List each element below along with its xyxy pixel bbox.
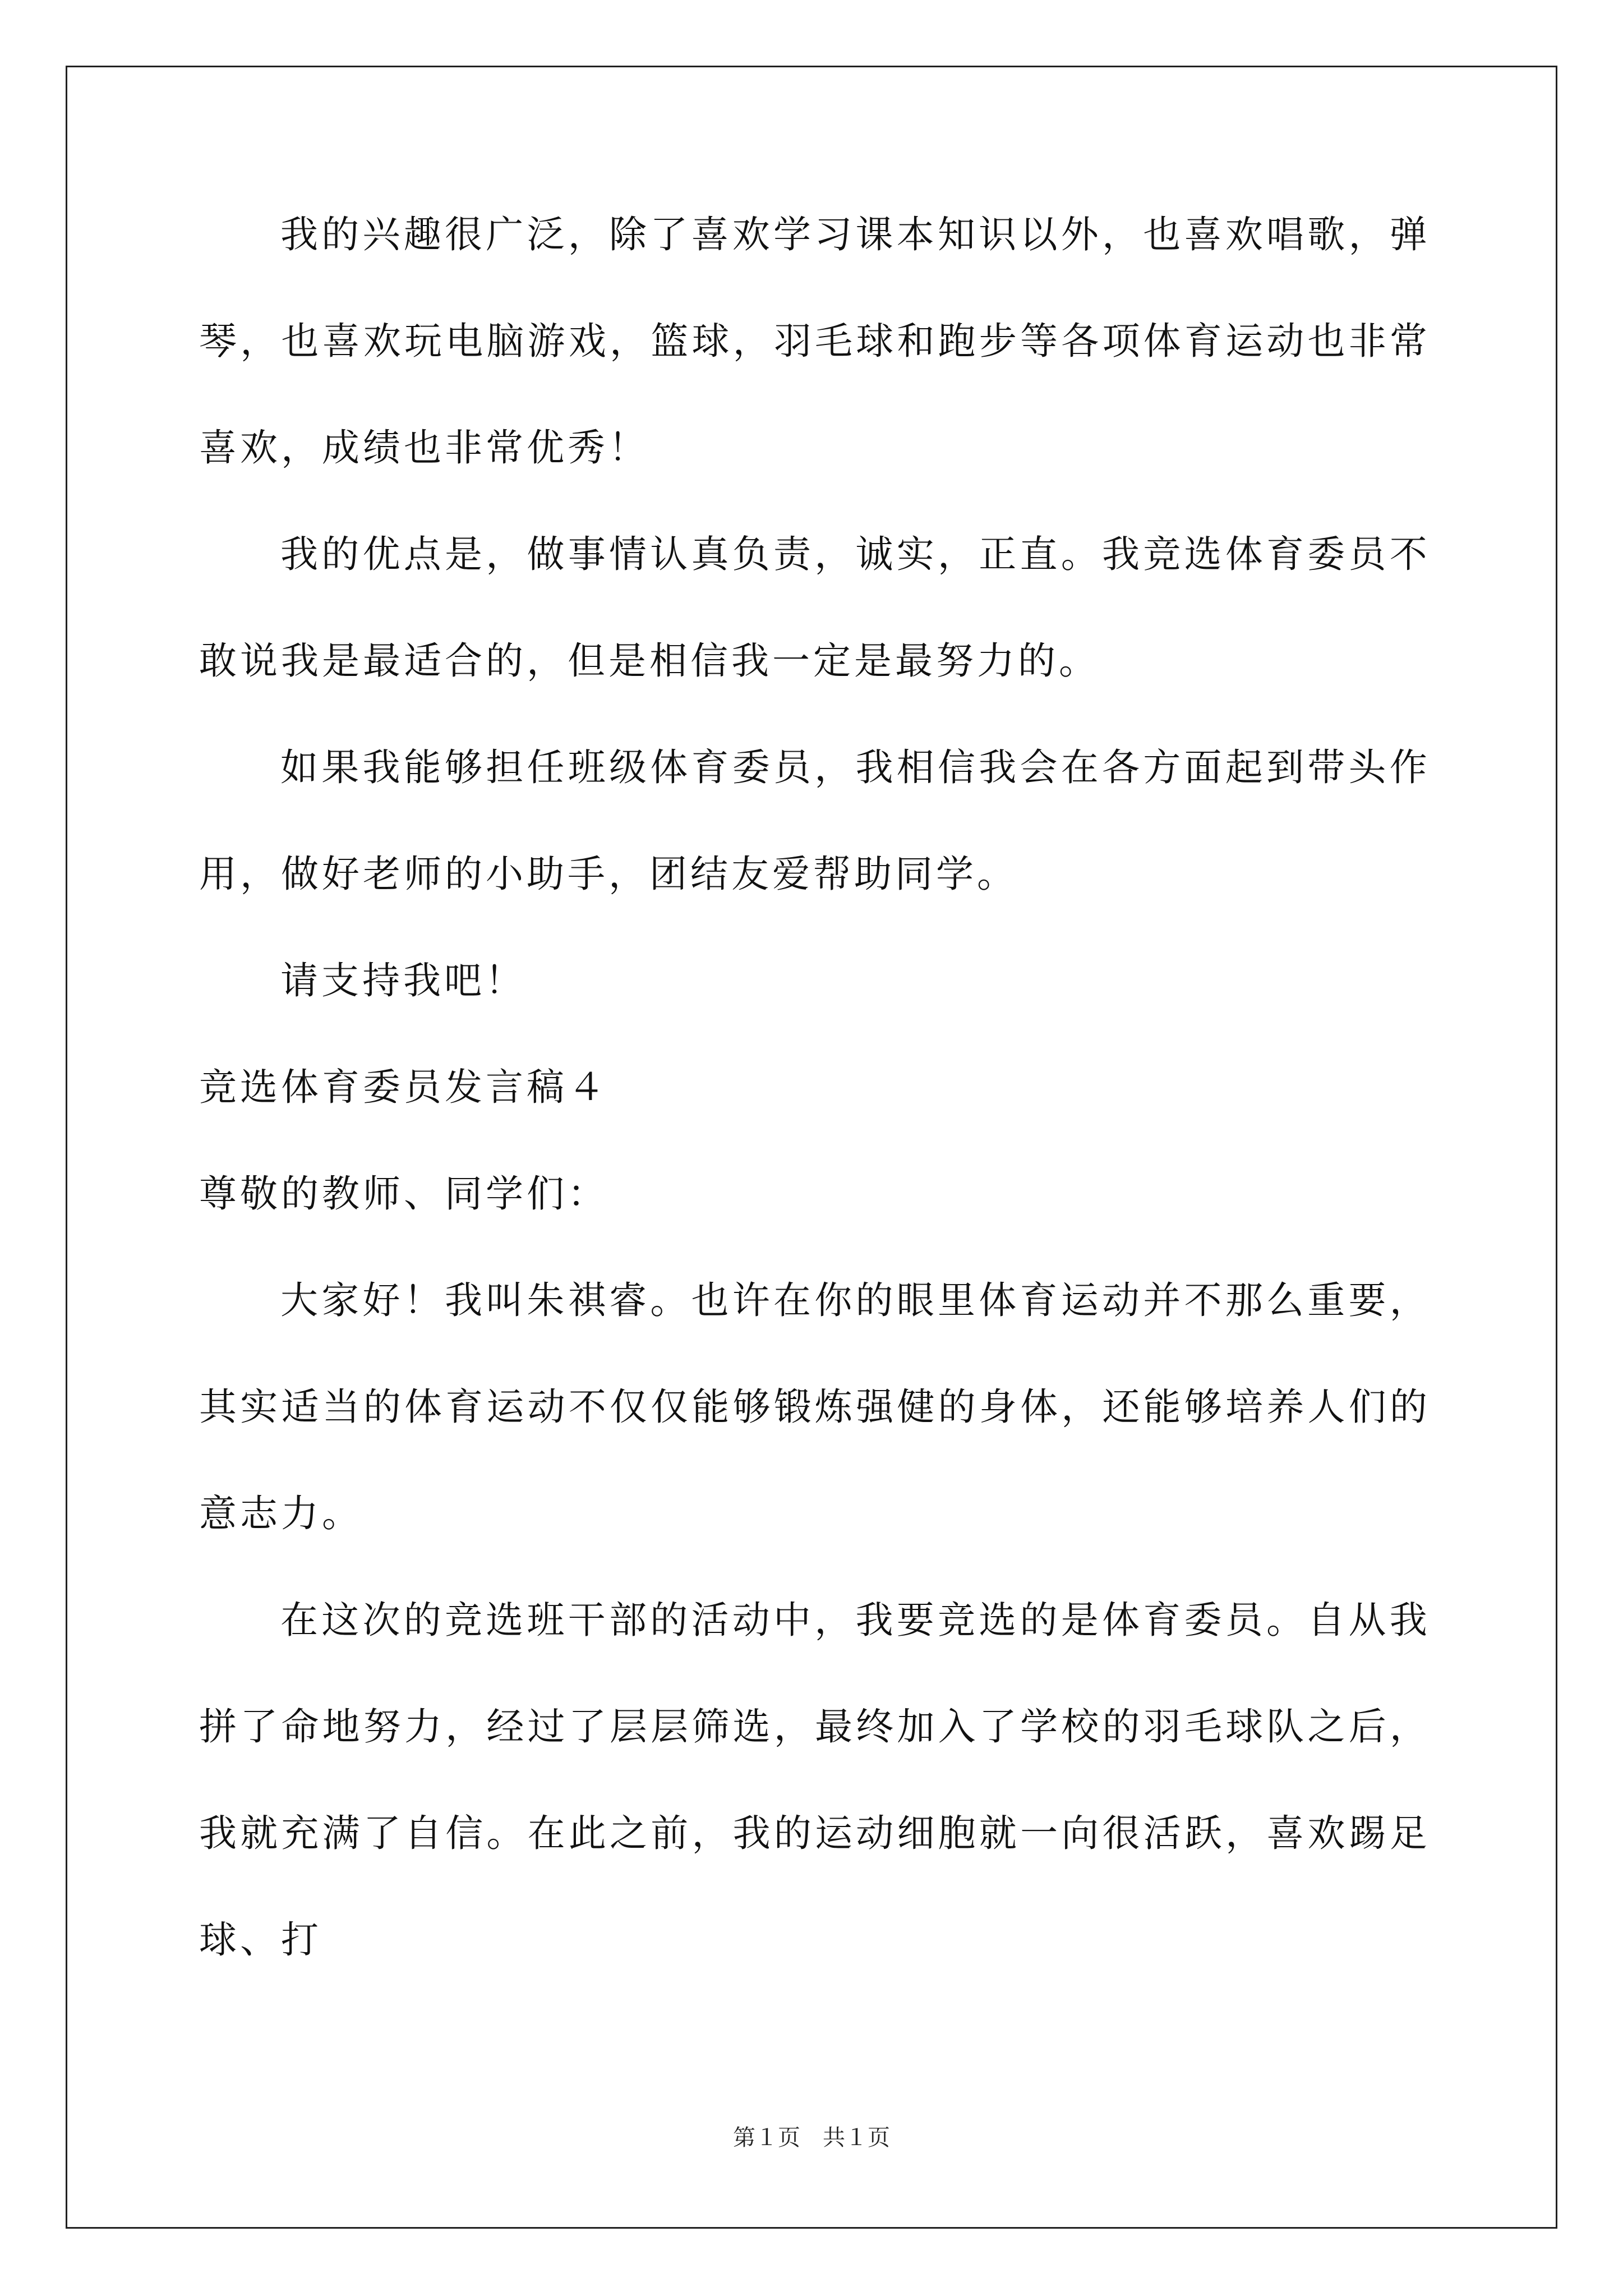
char: 信	[445, 1811, 483, 1855]
char: 信	[938, 746, 975, 789]
char: 能	[691, 1385, 730, 1429]
char: 唱	[1266, 213, 1304, 256]
char: 动	[1266, 319, 1304, 363]
char: 我	[855, 1598, 893, 1642]
char: 识	[979, 213, 1017, 256]
char: 会	[1020, 746, 1058, 789]
char: 。	[650, 1278, 688, 1322]
text-line-15	[199, 1705, 1427, 1749]
char: 很	[445, 213, 482, 256]
text-line-3: 喜欢，成绩也非常优秀！	[199, 426, 649, 470]
char: 努	[363, 1705, 401, 1749]
char: 任	[527, 746, 565, 789]
char: 相	[896, 746, 934, 789]
char: 很	[1102, 1811, 1140, 1855]
char: 的	[855, 1278, 893, 1322]
char: 好	[362, 1278, 400, 1322]
char: 其	[199, 1385, 237, 1429]
char: 常	[1389, 319, 1427, 363]
char: 我	[445, 1278, 482, 1322]
char: 养	[1266, 1385, 1304, 1429]
char: 各	[1061, 319, 1099, 363]
char: 学	[773, 213, 811, 256]
char: 喜	[691, 213, 729, 256]
char: 育	[691, 746, 729, 789]
char: 育	[445, 1385, 483, 1429]
char: 胞	[938, 1811, 976, 1855]
char: 向	[1061, 1811, 1099, 1855]
char: 我	[855, 746, 893, 789]
char: 我	[280, 532, 318, 576]
char: 毛	[815, 319, 853, 363]
char: 项	[1102, 319, 1140, 363]
char: 里	[938, 1278, 975, 1322]
char: 体	[1225, 532, 1263, 576]
char: 喜	[1266, 1811, 1304, 1855]
char: 适	[281, 1385, 319, 1429]
char: 队	[1266, 1705, 1304, 1749]
char: 自	[404, 1811, 442, 1855]
char: 作	[1389, 746, 1427, 789]
text-line-6	[280, 746, 1427, 789]
char: 动	[856, 1811, 894, 1855]
char: 和	[897, 319, 935, 363]
char: 优	[362, 532, 400, 576]
char: 家	[321, 1278, 359, 1322]
char: 是	[1061, 1598, 1099, 1642]
char: 朱	[527, 1278, 565, 1322]
char: 欢	[363, 319, 401, 363]
char: 中	[773, 1598, 811, 1642]
char: 等	[1020, 319, 1058, 363]
char: 次	[362, 1598, 400, 1642]
char: 当	[322, 1385, 360, 1429]
char: 诚	[855, 532, 893, 576]
char: 强	[856, 1385, 894, 1429]
char: 一	[1020, 1811, 1058, 1855]
char: 了	[979, 1705, 1017, 1749]
char: 了	[363, 1811, 401, 1855]
char: 育	[1184, 319, 1222, 363]
char: ！	[403, 1278, 441, 1322]
char: 后	[1348, 1705, 1386, 1749]
char: 在	[280, 1598, 318, 1642]
char: 了	[240, 1705, 278, 1749]
char: 情	[609, 532, 647, 576]
char: 方	[1143, 746, 1181, 789]
char: 我	[362, 746, 400, 789]
text-line-2	[199, 319, 1427, 363]
char: 员	[773, 746, 811, 789]
char: 委	[1184, 1598, 1222, 1642]
char: 认	[650, 532, 688, 576]
char: 学	[1020, 1705, 1058, 1749]
char: 脑	[486, 319, 524, 363]
char: 我	[280, 213, 318, 256]
char: 欢	[732, 213, 770, 256]
char: 踢	[1348, 1811, 1386, 1855]
char: 选	[732, 1705, 771, 1749]
char: 琴	[199, 319, 237, 363]
char: 锻	[773, 1385, 811, 1429]
char: 终	[856, 1705, 894, 1749]
text-line-5: 敢说我是最适合的，但是相信我一定是最努力的。	[199, 639, 1100, 683]
char: 之	[610, 1811, 648, 1855]
char: 活	[691, 1598, 729, 1642]
char: 选	[486, 1598, 524, 1642]
char: 从	[1348, 1598, 1386, 1642]
char: 负	[732, 532, 770, 576]
char: 这	[321, 1598, 359, 1642]
char: ，	[691, 1811, 730, 1855]
char: ，	[814, 1598, 852, 1642]
char: 跃	[1184, 1811, 1222, 1855]
char: 我	[1102, 532, 1140, 576]
text-line-4	[280, 532, 1427, 576]
char: 趣	[403, 213, 441, 256]
char: 喜	[322, 319, 360, 363]
char: 加	[897, 1705, 935, 1749]
page-border	[66, 66, 1557, 2229]
char: 竞	[1143, 532, 1181, 576]
char: 戏	[568, 319, 606, 363]
char: 充	[281, 1811, 319, 1855]
char: 体	[979, 1278, 1017, 1322]
char: 的	[363, 1385, 401, 1429]
char: ，	[814, 746, 852, 789]
char: 育	[1020, 1278, 1058, 1322]
char: 以	[1020, 213, 1058, 256]
char: 正	[979, 532, 1017, 576]
text-line-13: 意志力。	[199, 1492, 363, 1535]
text-line-8: 请支持我吧！	[280, 959, 526, 1002]
char: 炼	[815, 1385, 853, 1429]
char: 事	[568, 532, 606, 576]
char: 直	[1020, 532, 1058, 576]
char: 选	[1184, 532, 1222, 576]
char: 的	[938, 1385, 976, 1429]
char: 体	[404, 1385, 442, 1429]
char: 够	[445, 746, 482, 789]
char: ，	[732, 319, 771, 363]
char: 够	[732, 1385, 771, 1429]
char: 不	[1389, 532, 1427, 576]
char: 么	[1266, 1278, 1304, 1322]
char: 也	[1307, 319, 1345, 363]
char: 拼	[199, 1705, 237, 1749]
char: 泛	[527, 213, 565, 256]
char: 那	[1225, 1278, 1263, 1322]
section-heading: 竞选体育委员发言稿４	[199, 1065, 608, 1109]
char: 身	[979, 1385, 1017, 1429]
char: 重	[1307, 1278, 1345, 1322]
char: 部	[609, 1598, 647, 1642]
char: 就	[240, 1811, 278, 1855]
char: 。	[486, 1811, 524, 1855]
char: ，	[445, 1705, 483, 1749]
char: 层	[610, 1705, 648, 1749]
char: 的	[321, 213, 359, 256]
char: 点	[403, 532, 441, 576]
char: 在	[1061, 746, 1099, 789]
char: 之	[1307, 1705, 1345, 1749]
char: 要	[1348, 1278, 1386, 1322]
char: ，	[773, 1705, 811, 1749]
text-line-14	[280, 1598, 1427, 1642]
char: 。	[1061, 532, 1099, 576]
char: ，	[610, 319, 648, 363]
char: 自	[1307, 1598, 1345, 1642]
char: 就	[979, 1811, 1017, 1855]
char: 选	[979, 1598, 1017, 1642]
char: 还	[1102, 1385, 1140, 1429]
char: 员	[1225, 1598, 1263, 1642]
char: 我	[199, 1811, 237, 1855]
char: 级	[609, 746, 647, 789]
char: 培	[1225, 1385, 1264, 1429]
text-line-12	[199, 1385, 1427, 1429]
char: 竞	[938, 1598, 975, 1642]
char: 面	[1184, 746, 1222, 789]
char: 够	[1184, 1385, 1222, 1429]
char: ，	[938, 532, 975, 576]
char: 运	[815, 1811, 853, 1855]
char: ，	[486, 532, 524, 576]
char: 体	[1143, 319, 1181, 363]
char: 了	[568, 1705, 606, 1749]
char: 也	[281, 319, 319, 363]
char: 员	[1348, 532, 1386, 576]
char: ，	[814, 532, 852, 576]
char: 非	[1348, 319, 1386, 363]
char: 细	[897, 1811, 935, 1855]
text-line-7: 用，做好老师的小助手，团结友爱帮助同学。	[199, 852, 1018, 896]
char: 竞	[445, 1598, 482, 1642]
char: 球	[856, 319, 894, 363]
char: 校	[1061, 1705, 1099, 1749]
char: 命	[281, 1705, 319, 1749]
char: 到	[1266, 746, 1304, 789]
char: 担	[486, 746, 524, 789]
char: 我	[979, 746, 1017, 789]
char: 体	[650, 746, 688, 789]
text-line-17: 球、打	[199, 1918, 322, 1962]
char: 欢	[1307, 1811, 1345, 1855]
char: 步	[979, 319, 1017, 363]
char: 地	[322, 1705, 360, 1749]
char: 活	[1143, 1811, 1181, 1855]
char: ，	[1225, 1811, 1264, 1855]
char: 如	[280, 746, 318, 789]
char: 委	[732, 746, 770, 789]
char: 各	[1102, 746, 1140, 789]
char: 要	[896, 1598, 934, 1642]
char: 们	[1348, 1385, 1386, 1429]
char: 知	[938, 213, 975, 256]
char: 仅	[651, 1385, 689, 1429]
char: 筛	[691, 1705, 730, 1749]
char: 大	[280, 1278, 318, 1322]
char: 的	[1020, 1598, 1058, 1642]
char: 我	[1389, 1598, 1427, 1642]
char: 歌	[1307, 213, 1345, 256]
char: 兴	[362, 213, 400, 256]
char: 许	[732, 1278, 770, 1322]
char: 入	[938, 1705, 976, 1749]
char: 真	[691, 532, 729, 576]
char: 电	[445, 319, 483, 363]
char: 并	[1143, 1278, 1181, 1322]
char: 你	[814, 1278, 852, 1322]
char: ，	[1348, 213, 1386, 256]
char: 祺	[568, 1278, 606, 1322]
char: 课	[855, 213, 893, 256]
char: 外	[1061, 213, 1099, 256]
char: 的	[773, 1811, 811, 1855]
char: ，	[1389, 1278, 1427, 1322]
char: 委	[1307, 532, 1345, 576]
char: 最	[815, 1705, 853, 1749]
char: 体	[1020, 1385, 1058, 1429]
char: 广	[486, 213, 524, 256]
char: 喜	[1184, 213, 1222, 256]
char: 的	[1389, 1385, 1427, 1429]
char: 毛	[1184, 1705, 1222, 1749]
char: ，	[1102, 213, 1140, 256]
char: 运	[1225, 319, 1264, 363]
char: ，	[568, 213, 606, 256]
char: 育	[1143, 1598, 1181, 1642]
char: 除	[609, 213, 647, 256]
char: 。	[1266, 1598, 1304, 1642]
char: 我	[732, 1811, 771, 1855]
char: 跑	[938, 319, 976, 363]
char: 球	[691, 319, 730, 363]
char: 满	[322, 1811, 360, 1855]
char: 人	[1307, 1385, 1345, 1429]
char: 的	[1102, 1705, 1140, 1749]
char: 在	[773, 1278, 811, 1322]
char: 头	[1348, 746, 1386, 789]
char: 本	[896, 213, 934, 256]
char: 的	[650, 1598, 688, 1642]
char: 欢	[1225, 213, 1263, 256]
char: 也	[691, 1278, 729, 1322]
char: 了	[650, 213, 688, 256]
char: 不	[568, 1385, 606, 1429]
char: 习	[814, 213, 852, 256]
char: 能	[403, 746, 441, 789]
char: 的	[403, 1598, 441, 1642]
char: 班	[568, 746, 606, 789]
char: 体	[1102, 1598, 1140, 1642]
char: 责	[773, 532, 811, 576]
text-line-16	[199, 1811, 1427, 1855]
char: 羽	[1143, 1705, 1181, 1749]
char: 玩	[404, 319, 442, 363]
char: 实	[240, 1385, 278, 1429]
salutation: 尊敬的教师、同学们：	[199, 1172, 608, 1216]
char: 足	[1389, 1811, 1427, 1855]
char: 前	[651, 1811, 689, 1855]
char: 羽	[773, 319, 811, 363]
char: 游	[527, 319, 565, 363]
char: 叫	[486, 1278, 524, 1322]
char: 育	[1266, 532, 1304, 576]
char: 仅	[610, 1385, 648, 1429]
char: 实	[896, 532, 934, 576]
char: 果	[321, 746, 359, 789]
page-footer: 第１页 共１页	[733, 2125, 890, 2151]
char: ，	[240, 319, 278, 363]
char: 动	[732, 1598, 770, 1642]
char: 动	[1102, 1278, 1140, 1322]
char: 篮	[651, 319, 689, 363]
char: 也	[1143, 213, 1181, 256]
char: 的	[321, 532, 359, 576]
char: 运	[1061, 1278, 1099, 1322]
char: 球	[1225, 1705, 1264, 1749]
char: 干	[568, 1598, 606, 1642]
char: 是	[445, 532, 482, 576]
char: 弹	[1389, 213, 1427, 256]
char: 起	[1225, 746, 1263, 789]
char: 健	[897, 1385, 935, 1429]
char: 运	[486, 1385, 524, 1429]
char: 班	[527, 1598, 565, 1642]
char: ，	[1389, 1705, 1427, 1749]
char: 做	[527, 532, 565, 576]
char: 此	[568, 1811, 606, 1855]
char: 不	[1184, 1278, 1222, 1322]
char: 眼	[896, 1278, 934, 1322]
text-line-11	[280, 1278, 1427, 1322]
char: 经	[486, 1705, 524, 1749]
char: 能	[1143, 1385, 1181, 1429]
char: 动	[527, 1385, 565, 1429]
char: 在	[527, 1811, 565, 1855]
text-line-1	[280, 213, 1427, 256]
char: 过	[527, 1705, 565, 1749]
char: 睿	[609, 1278, 647, 1322]
char: 力	[404, 1705, 442, 1749]
char: 带	[1307, 746, 1345, 789]
char: ，	[1061, 1385, 1099, 1429]
char: 层	[651, 1705, 689, 1749]
